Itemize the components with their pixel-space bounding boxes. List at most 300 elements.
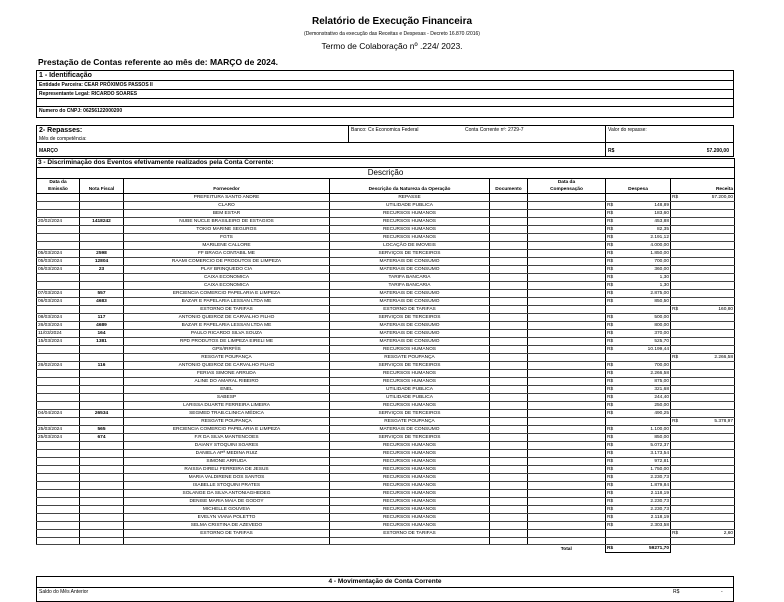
- cell-documento: [490, 202, 528, 210]
- cell-fornecedor: ANTONIO QUEIROZ DE CARVALHO FILHO: [124, 362, 330, 370]
- cell-despesa-wrap: [607, 514, 669, 521]
- cell-despesa: [606, 370, 671, 378]
- currency-symbol: R$: [607, 451, 614, 456]
- banco: Banco: Cx Economica Federal: [351, 127, 419, 133]
- cell-blank: [80, 538, 124, 545]
- cell-natureza: UTILIDADE PUBLICA: [330, 394, 490, 402]
- cell-natureza: SERVIÇOS DE TERCEIROS: [330, 362, 490, 370]
- cell-data-emissao: [37, 450, 80, 458]
- cell-nota-fiscal: 4689: [80, 322, 124, 330]
- table-row: [37, 370, 735, 378]
- cell-despesa-amount: 183,60: [654, 211, 669, 216]
- cell-fornecedor: RPD PRODUTOS DE LIMPEZA EIRELI ME: [124, 338, 330, 346]
- cell-documento: [490, 194, 528, 202]
- cell-nota-fiscal: [80, 466, 124, 474]
- cell-blank: [124, 545, 330, 553]
- cell-natureza: RECURSOS HUMANOS: [330, 482, 490, 490]
- cell-receita: [671, 266, 735, 274]
- currency-symbol: R$: [607, 315, 614, 320]
- cell-data-emissao: 26/03/2024: [37, 322, 80, 330]
- cell-nota-fiscal: [80, 442, 124, 450]
- eventos-table: [36, 158, 735, 553]
- cell-natureza: RECURSOS HUMANOS: [330, 514, 490, 522]
- cell-receita: [671, 338, 735, 346]
- cell-data-emissao: [37, 522, 80, 530]
- cell-receita: [671, 402, 735, 410]
- cell-nota-fiscal: [80, 450, 124, 458]
- cell-despesa-amount: 2.118,19: [650, 491, 669, 496]
- identificacao-title: 1 - Identificação: [39, 72, 92, 79]
- cell-despesa-amount: 2.230,73: [650, 475, 669, 480]
- cell-despesa: [606, 394, 671, 402]
- currency-symbol: R$: [607, 387, 614, 392]
- cell-data-compensacao: [528, 234, 606, 242]
- table-row: [37, 202, 735, 210]
- cell-natureza: MATERIAIS DE CONSUMO: [330, 298, 490, 306]
- cell-natureza: RECURSOS HUMANOS: [330, 458, 490, 466]
- cell-natureza: MATERIAIS DE CONSUMO: [330, 266, 490, 274]
- cell-natureza: RECURSOS HUMANOS: [330, 226, 490, 234]
- cell-despesa-wrap: [607, 522, 669, 529]
- cell-data-emissao: [37, 482, 80, 490]
- cell-fornecedor: RESGATE POUPANÇA: [124, 354, 330, 362]
- cell-documento: [490, 266, 528, 274]
- cell-natureza: MATERIAIS DE CONSUMO: [330, 290, 490, 298]
- cell-despesa-amount: 800,00: [654, 323, 669, 328]
- cell-despesa-wrap: [607, 402, 669, 409]
- divider: [605, 126, 606, 156]
- cell-receita: [671, 434, 735, 442]
- cell-data-emissao: [37, 514, 80, 522]
- cell-data-compensacao: [528, 194, 606, 202]
- table-row: [37, 250, 735, 258]
- currency-symbol: R$: [607, 459, 614, 464]
- cell-data-emissao: [37, 498, 80, 506]
- cell-despesa-amount: 500,00: [654, 315, 669, 320]
- discriminacao-title: 3 - Discriminação dos Eventos efetivamente realizados pela Conta Corrente:: [37, 159, 735, 168]
- cell-despesa-wrap: [607, 290, 669, 297]
- table-row: [37, 410, 735, 418]
- cell-data-emissao: 05/03/2024: [37, 258, 80, 266]
- currency-symbol: R$: [672, 195, 679, 200]
- report-title: Relatório de Execução Financeira: [311, 16, 473, 27]
- cell-despesa-wrap: [607, 450, 669, 457]
- cell-data-compensacao: [528, 498, 606, 506]
- cell-data-emissao: [37, 394, 80, 402]
- valor-repasse-value: 57.200,00: [706, 148, 729, 154]
- table-row: [37, 194, 735, 202]
- cell-blank: [80, 545, 124, 553]
- cell-despesa: [606, 346, 671, 354]
- cell-despesa-amount: 321,68: [654, 387, 669, 392]
- currency-symbol: R$: [607, 235, 614, 240]
- cell-fornecedor: PLAY BRINQUEDO CIA: [124, 266, 330, 274]
- cell-data-emissao: [37, 282, 80, 290]
- saldo-currency: R$: [673, 589, 680, 595]
- cell-despesa-amount: 5.072,37: [650, 443, 669, 448]
- termo-colaboracao: Termo de Colaboração nº .224/ 2023.: [321, 41, 463, 51]
- cell-documento: [490, 514, 528, 522]
- saldo-value: -: [721, 589, 723, 595]
- cell-fornecedor: MICHELLE GOUVEIA: [124, 506, 330, 514]
- cell-natureza: UTILIDADE PUBLICA: [330, 202, 490, 210]
- table-row: [37, 394, 735, 402]
- cell-despesa-wrap: [607, 330, 669, 337]
- cell-natureza: ESTORNO DE TARIFAS: [330, 306, 490, 314]
- currency-symbol: R$: [607, 395, 614, 400]
- cell-fornecedor: BAZAR E PAPELARIA LESSAN LTDA ME: [124, 298, 330, 306]
- currency-symbol: R$: [607, 283, 614, 288]
- currency-symbol: R$: [607, 267, 614, 272]
- table-row: [37, 322, 735, 330]
- cell-nota-fiscal: 557: [80, 290, 124, 298]
- table-row: [37, 474, 735, 482]
- cell-data-compensacao: [528, 410, 606, 418]
- table-row: [37, 490, 735, 498]
- header-spacer: [80, 179, 124, 187]
- cell-nota-fiscal: [80, 498, 124, 506]
- cell-despesa: [606, 242, 671, 250]
- cell-data-compensacao: [528, 250, 606, 258]
- table-row: [37, 386, 735, 394]
- cell-despesa: [606, 338, 671, 346]
- cell-fornecedor: BAZAR E PAPELARIA LESSAN LTDA ME: [124, 322, 330, 330]
- cell-documento: [490, 346, 528, 354]
- cell-natureza: SERVIÇOS DE TERCEIROS: [330, 250, 490, 258]
- cell-fornecedor: FF BRAGA CONTABIL ME: [124, 250, 330, 258]
- cell-natureza: RECURSOS HUMANOS: [330, 370, 490, 378]
- cell-despesa: [606, 378, 671, 386]
- report-subtitle: (Demonstrativo da execução das Receitas e Despesas - Decreto 16.870 /2016): [304, 31, 480, 37]
- cell-fornecedor: DAIANY STOQUINI SOARES: [124, 442, 330, 450]
- cell-nota-fiscal: [80, 514, 124, 522]
- cell-documento: [490, 242, 528, 250]
- cell-receita-amount: 160,80: [718, 307, 734, 312]
- cell-despesa-wrap: [607, 274, 669, 281]
- table-row: [37, 362, 735, 370]
- cell-receita: [671, 202, 735, 210]
- table-row: [37, 402, 735, 410]
- cell-data-emissao: 25/03/2024: [37, 434, 80, 442]
- cell-despesa: [606, 210, 671, 218]
- cell-despesa: [606, 498, 671, 506]
- cell-receita: [671, 194, 735, 202]
- cell-despesa-wrap: [607, 298, 669, 305]
- cell-nota-fiscal: 117: [80, 314, 124, 322]
- cell-despesa-amount: 3.173,54: [650, 451, 669, 456]
- cell-data-emissao: [37, 378, 80, 386]
- cell-nota-fiscal: [80, 242, 124, 250]
- cell-nota-fiscal: 12804: [80, 258, 124, 266]
- cell-data-emissao: 05/03/2024: [37, 250, 80, 258]
- cell-fornecedor: ESTORNO DE TARIFAS: [124, 306, 330, 314]
- cell-despesa: [606, 290, 671, 298]
- cell-nota-fiscal: [80, 378, 124, 386]
- cell-receita: [671, 482, 735, 490]
- cell-documento: [490, 434, 528, 442]
- cell-despesa-amount: 875,00: [654, 379, 669, 384]
- divider: [37, 80, 733, 81]
- currency-symbol: R$: [607, 491, 614, 496]
- cell-natureza: RECURSOS HUMANOS: [330, 442, 490, 450]
- cell-despesa-amount: 82,35: [656, 227, 669, 232]
- cell-data-compensacao: [528, 274, 606, 282]
- header-spacer: [490, 179, 528, 187]
- cell-nota-fiscal: 565: [80, 426, 124, 434]
- cell-despesa-amount: 850,50: [654, 299, 669, 304]
- cell-nota-fiscal: [80, 370, 124, 378]
- cell-despesa: [606, 274, 671, 282]
- cell-documento: [490, 314, 528, 322]
- cell-receita: [671, 314, 735, 322]
- cell-despesa: [606, 306, 671, 314]
- cell-despesa-amount: 700,00: [654, 259, 669, 264]
- cell-nota-fiscal: [80, 490, 124, 498]
- cell-data-emissao: [37, 306, 80, 314]
- currency-symbol: R$: [672, 419, 679, 424]
- cell-blank: [490, 538, 528, 545]
- cell-despesa-wrap: [607, 394, 669, 401]
- cell-nota-fiscal: 2598: [80, 250, 124, 258]
- cell-blank: [37, 545, 80, 553]
- cell-data-emissao: [37, 418, 80, 426]
- cell-documento: [490, 210, 528, 218]
- cell-data-compensacao: [528, 370, 606, 378]
- cell-nota-fiscal: [80, 274, 124, 282]
- cell-data-compensacao: [528, 434, 606, 442]
- cell-receita: [671, 370, 735, 378]
- table-row: [37, 274, 735, 282]
- saldo-mes-anterior-label: Saldo do Mês Anterior: [39, 589, 89, 595]
- cell-data-emissao: [37, 226, 80, 234]
- table-row: [37, 258, 735, 266]
- cell-documento: [490, 250, 528, 258]
- cell-documento: [490, 466, 528, 474]
- cell-despesa: [606, 218, 671, 226]
- total-value-cell: [606, 545, 671, 553]
- cell-receita-wrap: [672, 418, 733, 425]
- cell-data-compensacao: [528, 418, 606, 426]
- cell-data-compensacao: [528, 442, 606, 450]
- cell-despesa: [606, 282, 671, 290]
- cell-data-compensacao: [528, 474, 606, 482]
- entidade-parceira: Entidade Parceira: CEAR PRÓXIMOS PASSOS II: [39, 82, 153, 88]
- cell-data-emissao: [37, 274, 80, 282]
- repasses-section: [36, 125, 734, 157]
- cell-nota-fiscal: [80, 402, 124, 410]
- cell-natureza: SERVIÇOS DE TERCEIROS: [330, 314, 490, 322]
- cell-despesa-wrap: [607, 346, 669, 353]
- header-data-comp-1: Data da: [528, 179, 606, 187]
- cell-receita: [671, 426, 735, 434]
- table-row: [37, 234, 735, 242]
- cell-data-emissao: 20/02/2024: [37, 218, 80, 226]
- cell-documento: [490, 338, 528, 346]
- total-wrap: [607, 545, 669, 552]
- currency-symbol: R$: [607, 523, 614, 528]
- table-row: [37, 418, 735, 426]
- table-row: [37, 210, 735, 218]
- cnpj: Numero do CNPJ: 06256122000200: [39, 108, 123, 114]
- cell-natureza: RESGATE POUPANÇA: [330, 418, 490, 426]
- currency-symbol: R$: [607, 475, 614, 480]
- cell-despesa: [606, 450, 671, 458]
- divider: [348, 126, 349, 142]
- cell-despesa: [606, 418, 671, 426]
- currency-symbol: R$: [607, 203, 614, 208]
- table-row: [37, 482, 735, 490]
- cell-natureza: RECURSOS HUMANOS: [330, 490, 490, 498]
- currency-symbol: R$: [672, 307, 679, 312]
- cell-receita: [671, 274, 735, 282]
- currency-symbol: R$: [607, 347, 614, 352]
- cell-fornecedor: SIMONE ARRUDA: [124, 458, 330, 466]
- cell-despesa-wrap: [607, 322, 669, 329]
- cell-data-compensacao: [528, 402, 606, 410]
- currency-symbol: R$: [607, 363, 614, 368]
- cell-receita: [671, 354, 735, 362]
- cell-natureza: RECURSOS HUMANOS: [330, 450, 490, 458]
- cell-despesa-amount: 244,40: [654, 395, 669, 400]
- cell-receita: [671, 226, 735, 234]
- table-row: [37, 498, 735, 506]
- cell-despesa: [606, 434, 671, 442]
- cell-fornecedor: NUBE NUCLE BRASILEIRO DE ESTAGIOS: [124, 218, 330, 226]
- cell-receita: [671, 242, 735, 250]
- cell-despesa-amount: 360,00: [654, 267, 669, 272]
- cell-receita-amount: 57.200,00: [711, 195, 734, 200]
- cell-despesa-amount: 2.118,19: [650, 515, 669, 520]
- cell-despesa-wrap: [607, 498, 669, 505]
- cell-despesa-wrap: [607, 426, 669, 433]
- cell-data-compensacao: [528, 514, 606, 522]
- cell-nota-fiscal: 116: [80, 362, 124, 370]
- cell-despesa-amount: 2.191,12: [650, 235, 669, 240]
- cell-nota-fiscal: [80, 210, 124, 218]
- currency-symbol: R$: [607, 251, 614, 256]
- identificacao-section: [36, 70, 734, 118]
- cell-data-compensacao: [528, 386, 606, 394]
- cell-documento: [490, 402, 528, 410]
- cell-despesa: [606, 442, 671, 450]
- cell-natureza: RECURSOS HUMANOS: [330, 218, 490, 226]
- cell-natureza: MATERIAIS DE CONSUMO: [330, 322, 490, 330]
- cell-nota-fiscal: [80, 386, 124, 394]
- cell-receita: [671, 290, 735, 298]
- cell-despesa-amount: 525,70: [654, 339, 669, 344]
- cell-data-emissao: [37, 346, 80, 354]
- cell-data-emissao: [37, 354, 80, 362]
- cell-natureza: RECURSOS HUMANOS: [330, 466, 490, 474]
- cell-despesa-wrap: [607, 378, 669, 385]
- currency-symbol: R$: [607, 331, 614, 336]
- cell-documento: [490, 458, 528, 466]
- table-row: [37, 434, 735, 442]
- conta-corrente: Conta Corrente nº: 2729-7: [465, 127, 524, 133]
- table-row: [37, 426, 735, 434]
- cell-data-compensacao: [528, 338, 606, 346]
- cell-nota-fiscal: [80, 226, 124, 234]
- header-spacer: [330, 179, 490, 187]
- cell-receita: [671, 250, 735, 258]
- divider: [37, 587, 733, 588]
- cell-data-emissao: [37, 194, 80, 202]
- cell-despesa: [606, 482, 671, 490]
- cell-nota-fiscal: [80, 506, 124, 514]
- cell-fornecedor: PAULO RICARDO SILVA SOUZA: [124, 330, 330, 338]
- header-data-emissao-2: Emissão: [37, 186, 80, 194]
- cell-despesa-amount: 4.000,00: [650, 243, 669, 248]
- cell-natureza: ESTORNO DE TARIFAS: [330, 530, 490, 538]
- currency-symbol: R$: [607, 546, 614, 552]
- cell-receita: [671, 514, 735, 522]
- cell-receita: [671, 442, 735, 450]
- cell-receita-amount: 2.266,58: [714, 355, 734, 360]
- cell-blank: [490, 545, 528, 553]
- cell-despesa: [606, 330, 671, 338]
- cell-despesa: [606, 194, 671, 202]
- total-value: 59271,70: [648, 546, 669, 552]
- cell-nota-fiscal: 164: [80, 330, 124, 338]
- cell-natureza: REPASSE: [330, 194, 490, 202]
- cell-despesa-wrap: [607, 466, 669, 473]
- cell-data-emissao: 05/03/2024: [37, 266, 80, 274]
- cell-data-emissao: 11/03/2024: [37, 330, 80, 338]
- header-natureza: Descrição da Natureza da Operação: [330, 186, 490, 194]
- cell-blank: [330, 538, 490, 545]
- cell-fornecedor: SEGMED TRAB.CLINICA MÉDICA: [124, 410, 330, 418]
- cell-natureza: RECURSOS HUMANOS: [330, 474, 490, 482]
- cell-data-compensacao: [528, 306, 606, 314]
- cell-nota-fiscal: 1381: [80, 338, 124, 346]
- cell-despesa: [606, 458, 671, 466]
- cell-fornecedor: ENEL: [124, 386, 330, 394]
- total-row: [37, 545, 735, 553]
- movimentacao-title: 4 - Movimentação de Conta Corrente: [328, 578, 442, 585]
- cell-documento: [490, 362, 528, 370]
- cell-natureza: LOCAÇÃO DE IMOVEIS: [330, 242, 490, 250]
- divider: [37, 142, 733, 143]
- header-despesa: Despesa: [606, 186, 671, 194]
- cell-natureza: RECURSOS HUMANOS: [330, 402, 490, 410]
- cell-despesa-amount: 972,81: [654, 459, 669, 464]
- cell-despesa-wrap: [607, 490, 669, 497]
- currency-symbol: R$: [607, 483, 614, 488]
- cell-despesa-amount: 2.303,58: [650, 523, 669, 528]
- cell-natureza: RECURSOS HUMANOS: [330, 234, 490, 242]
- cell-data-compensacao: [528, 362, 606, 370]
- cell-documento: [490, 426, 528, 434]
- repasses-title: 2- Repasses:: [39, 127, 83, 134]
- cell-fornecedor: CLARO: [124, 202, 330, 210]
- currency-symbol: R$: [607, 403, 614, 408]
- cell-documento: [490, 258, 528, 266]
- cell-data-compensacao: [528, 314, 606, 322]
- cell-despesa-amount: 1,30: [659, 275, 669, 280]
- cell-despesa-amount: 850,00: [654, 435, 669, 440]
- cell-natureza: MATERIAIS DE CONSUMO: [330, 330, 490, 338]
- currency-symbol: R$: [607, 411, 614, 416]
- table-row: [37, 506, 735, 514]
- cell-documento: [490, 490, 528, 498]
- cell-nota-fiscal: 1418242: [80, 218, 124, 226]
- cell-documento: [490, 522, 528, 530]
- cell-fornecedor: MARIA VALDIRENE DOS SANTOS: [124, 474, 330, 482]
- cell-despesa: [606, 522, 671, 530]
- table-row: [37, 226, 735, 234]
- cell-fornecedor: ALINE DO AMARAL RIBEIRO: [124, 378, 330, 386]
- cell-despesa-amount: 2.230,73: [650, 499, 669, 504]
